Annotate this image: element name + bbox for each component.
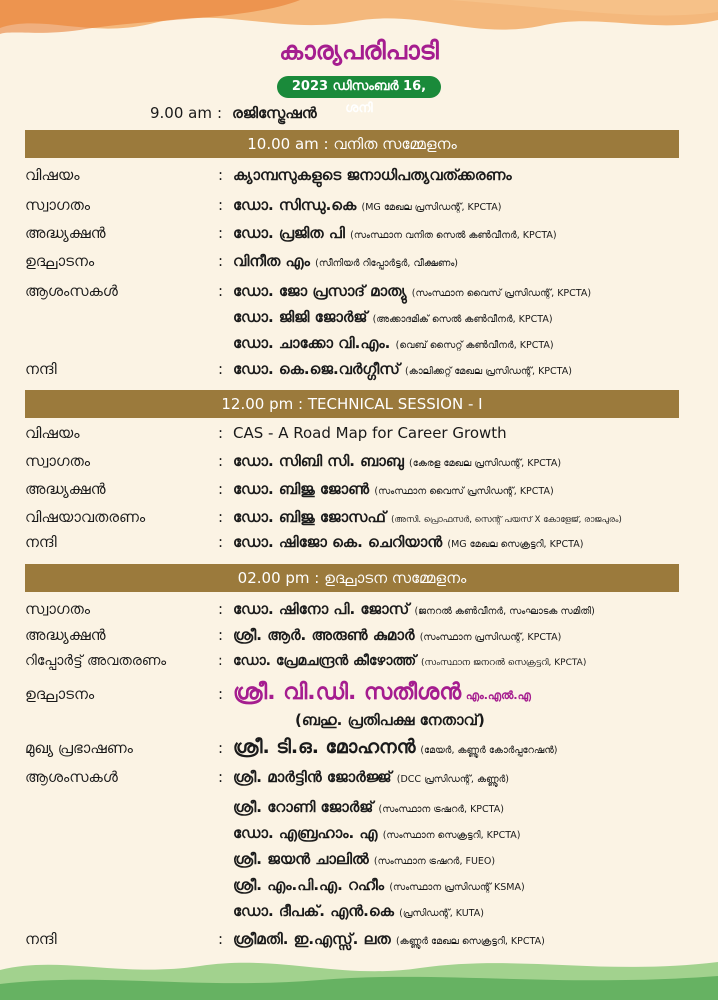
chief-guest-title: എം.എൽ.എ — [465, 689, 531, 702]
row-role: (അക്കാദമിക് സെൽ കൺവീനർ, KPCTA) — [372, 314, 553, 325]
row-value — [233, 600, 595, 618]
row-name: ശ്രീ. ജയൻ ചാലിൽ — [233, 850, 369, 868]
row-value — [233, 876, 525, 894]
row-value — [233, 424, 507, 442]
row-label: അദ്ധ്യക്ഷൻ — [25, 224, 106, 242]
program-row: സ്വാഗതം : ഡോ. സിബി സി. ബാബു (കേരള മേഖല പ്രസിഡന്റ്, KPCTA) — [25, 452, 562, 470]
row-label: റിപ്പോർട്ട് അവതരണം — [25, 653, 167, 669]
row-label: വിഷയം — [25, 424, 80, 442]
row-label: മുഖ്യ പ്രഭാഷണം — [25, 739, 133, 757]
row-role: (സംസ്ഥാന പ്രസിഡന്റ് KSMA) — [389, 882, 525, 893]
row-role: (സീനിയർ റിപ്പോർട്ടർ, വീക്ഷണം) — [315, 258, 459, 269]
chief-guest-designation-row — [0, 711, 718, 737]
chief-guest-name: ശ്രീ. വി.ഡി. സതീശൻ — [233, 680, 462, 705]
row-value — [233, 768, 509, 786]
program-row-chief-guest: ഉദ്ഘാടനം : ശ്രീ. വി.ഡി. സതീശൻ എം.എൽ.എ — [25, 680, 531, 705]
program-row: നന്ദി : ശ്രീമതി. ഇ.എസ്സ്. ലത (കണ്ണൂർ മേഖല സെക്രട്ടറി, KPCTA) — [25, 930, 545, 948]
row-label: സ്വാഗതം — [25, 196, 91, 214]
row-name: ഡോ. ഷിജോ കെ. ചെറിയാൻ — [233, 533, 443, 551]
row-value — [233, 166, 512, 184]
row-value — [233, 824, 520, 842]
row-value — [233, 736, 558, 758]
program-row: ഉദ്ഘാടനം : വിനീത എം (സീനിയർ റിപ്പോർട്ടർ, വീക്ഷണം) — [25, 252, 459, 270]
session-heading-3: 02.00 pm : ഉദ്ഘാടന സമ്മേളനം — [25, 564, 679, 592]
row-label: നന്ദി — [25, 930, 57, 948]
row-label: ഉദ്ഘാടനം — [25, 252, 95, 270]
row-value — [233, 508, 622, 526]
chief-guest-designation: (ബഹു. പ്രതിപക്ഷ നേതാവ്) — [295, 711, 485, 729]
row-name: ഡോ. എബ്രഹാം. എ — [233, 824, 378, 842]
row-label: അദ്ധ്യക്ഷൻ — [25, 480, 106, 498]
row-name: ശ്രീ. ടി.ഒ. മോഹനൻ — [233, 736, 416, 758]
row-name: വിനീത എം — [233, 252, 310, 270]
row-value — [233, 224, 557, 242]
program-row: സ്വാഗതം : ഡോ. സിന്ധു.കെ (MG മേഖല പ്രസിഡന്റ്, KPCTA) — [25, 196, 502, 214]
row-value — [233, 282, 591, 300]
registration-time: 9.00 am — [150, 104, 212, 122]
row-role: (കാലിക്കറ്റ് മേഖല പ്രസിഡന്റ്, KPCTA) — [405, 366, 572, 377]
row-label: സ്വാഗതം — [25, 452, 91, 470]
row-label: നന്ദി — [25, 533, 57, 551]
row-label: അദ്ധ്യക്ഷൻ — [25, 626, 106, 644]
program-row: അദ്ധ്യക്ഷൻ : ശ്രീ. ആർ. അരുൺ കുമാർ (സംസ്ഥാന പ്രസിഡന്റ്, KPCTA) — [25, 626, 562, 644]
row-name: CAS - A Road Map for Career Growth — [233, 424, 507, 442]
row-value — [233, 308, 553, 326]
program-row: ആശംസകൾ : ഡോ. ജോ പ്രസാദ് മാത്യു (സംസ്ഥാന വൈസ് പ്രസിഡന്റ്, KPCTA) — [25, 282, 592, 300]
row-name: ശ്രീ. ആർ. അരുൺ കുമാർ — [233, 626, 415, 644]
row-value — [233, 626, 561, 644]
row-value — [233, 930, 545, 948]
row-name: ശ്രീ. മാർട്ടിൻ ജോർജ്ജ് — [233, 768, 392, 786]
row-name: ശ്രീ. റോണി ജോർജ് — [233, 798, 374, 816]
row-name: ഡോ. സിന്ധു.കെ — [233, 196, 357, 214]
row-name: ഡോ. ഷിനോ പി. ജോസ് — [233, 600, 410, 618]
row-label: വിഷയാവതരണം — [25, 508, 146, 526]
program-row: ആശംസകൾ : ശ്രീ. മാർട്ടിൻ ജോർജ്ജ് (DCC പ്രസിഡന്റ്, കണ്ണൂർ) — [25, 768, 509, 786]
row-role: (കേരള മേഖല പ്രസിഡന്റ്, KPCTA) — [409, 458, 562, 469]
program-row — [0, 850, 718, 876]
row-value — [233, 653, 586, 669]
program-row: നന്ദി : ഡോ. ഷിജോ കെ. ചെറിയാൻ (MG മേഖല സെക്രട്ടറി, KPCTA) — [25, 533, 584, 551]
row-role: (സംസ്ഥാന ജനറൽ സെക്രട്ടറി, KPCTA) — [421, 658, 587, 668]
row-role: (പ്രസിഡന്റ്, KUTA) — [399, 908, 484, 919]
row-value — [233, 452, 561, 470]
row-value — [233, 850, 495, 868]
row-label: വിഷയം — [25, 166, 80, 184]
program-row: വിഷയാവതരണം : ഡോ. ബിജു ജോസഫ് (അസി. പ്രൊഫസർ, സെന്റ് പയസ് X കോളേജ്, രാജപുരം) — [25, 508, 622, 526]
row-name: ഡോ. പ്രേമചന്ദ്രൻ കീഴോത്ത് — [233, 653, 417, 669]
row-name: ഡോ. ദീപക്. എൻ.കെ — [233, 902, 394, 920]
page-title: കാര്യപരിപാടി — [279, 36, 439, 65]
date-badge: 2023 ഡിസംബർ 16, ശനി — [277, 76, 441, 98]
row-role: (സംസ്ഥാന സെക്രട്ടറി, KPCTA) — [382, 830, 521, 841]
row-role: (അസി. പ്രൊഫസർ, സെന്റ് പയസ് X കോളേജ്, രാജപുരം) — [391, 515, 622, 525]
row-role: (കണ്ണൂർ മേഖല സെക്രട്ടറി, KPCTA) — [395, 936, 545, 947]
program-row: വിഷയം : CAS - A Road Map for Career Growth — [25, 424, 507, 442]
row-value — [233, 902, 484, 920]
row-label: ആശംസകൾ — [25, 282, 118, 300]
row-role: (സംസ്ഥാന ട്രഷറർ, FUEO) — [373, 856, 496, 867]
program-row-keynote: മുഖ്യ പ്രഭാഷണം : ശ്രീ. ടി.ഒ. മോഹനൻ (മേയർ, കണ്ണൂർ കോർപ്പറേഷൻ) — [25, 736, 558, 758]
row-role: (MG മേഖല സെക്രട്ടറി, KPCTA) — [447, 539, 584, 550]
registration-colon: : — [217, 104, 223, 122]
row-role: (MG മേഖല പ്രസിഡന്റ്, KPCTA) — [361, 202, 502, 213]
program-row — [0, 334, 718, 360]
row-role: (സംസ്ഥാന വൈസ് പ്രസിഡന്റ്, KPCTA) — [374, 486, 554, 497]
row-name: ഡോ. ബിജു ജോൺ — [233, 480, 370, 498]
program-row: അദ്ധ്യക്ഷൻ : ഡോ. ബിജു ജോൺ (സംസ്ഥാന വൈസ് പ്രസിഡന്റ്, KPCTA) — [25, 480, 554, 498]
program-row: സ്വാഗതം : ഡോ. ഷിനോ പി. ജോസ് (ജനറൽ കൺവീനർ, സംഘാടക സമിതി) — [25, 600, 595, 618]
row-value — [233, 480, 554, 498]
row-label: സ്വാഗതം — [25, 600, 91, 618]
row-value — [233, 252, 458, 270]
row-value — [233, 533, 583, 551]
row-label: നന്ദി — [25, 360, 57, 378]
row-role: (സംസ്ഥാന പ്രസിഡന്റ്, KPCTA) — [419, 632, 562, 643]
program-row — [0, 876, 718, 902]
program-row — [0, 824, 718, 850]
row-name: ഡോ. ചാക്കോ വി.എം. — [233, 334, 391, 352]
row-name: ഡോ. സിബി സി. ബാബു — [233, 452, 404, 470]
program-row — [0, 798, 718, 824]
row-name: ഡോ. ജോ പ്രസാദ് മാത്യു — [233, 282, 407, 300]
row-value — [233, 334, 554, 352]
row-label: ആശംസകൾ — [25, 768, 118, 786]
row-name: ഡോ. പ്രജിത പി — [233, 224, 345, 242]
row-role: (മേയർ, കണ്ണൂർ കോർപ്പറേഷൻ) — [420, 745, 558, 756]
row-value — [233, 680, 531, 705]
row-role: (DCC പ്രസിഡന്റ്, കണ്ണൂർ) — [396, 774, 509, 785]
row-value — [233, 360, 572, 378]
row-name: ക്യാമ്പസുകളുടെ ജനാധിപത്യവത്ക്കരണം — [233, 166, 512, 184]
row-name: ഡോ. ജിജി ജോർജ് — [233, 308, 368, 326]
row-value — [233, 798, 504, 816]
row-role: (സംസ്ഥാന വൈസ് പ്രസിഡന്റ്, KPCTA) — [411, 288, 592, 299]
row-name: ശ്രീ. എം.പി.എ. റഹീം — [233, 876, 385, 894]
session-heading-1: 10.00 am : വനിത സമ്മേളനം — [25, 130, 679, 158]
program-row: വിഷയം : ക്യാമ്പസുകളുടെ ജനാധിപത്യവത്ക്കരണം — [25, 166, 512, 184]
row-name: ഡോ. ബിജു ജോസഫ് — [233, 508, 386, 526]
program-row — [0, 902, 718, 928]
program-row: അദ്ധ്യക്ഷൻ : ഡോ. പ്രജിത പി (സംസ്ഥാന വനിത സെൽ കൺവീനർ, KPCTA) — [25, 224, 557, 242]
row-role: (സംസ്ഥാന വനിത സെൽ കൺവീനർ, KPCTA) — [350, 230, 557, 241]
session-heading-2: 12.00 pm : TECHNICAL SESSION - I — [25, 390, 679, 418]
row-role: (സംസ്ഥാന ട്രഷറർ, KPCTA) — [378, 804, 504, 815]
program-row — [0, 308, 718, 334]
row-role: (വെബ് സൈറ്റ് കൺവീനർ, KPCTA) — [395, 340, 554, 351]
row-name: ശ്രീമതി. ഇ.എസ്സ്. ലത — [233, 930, 391, 948]
row-label: ഉദ്ഘാടനം — [25, 685, 95, 703]
registration-label: രജിസ്ട്രേഷൻ — [232, 104, 317, 122]
row-value — [233, 196, 501, 214]
program-row: റിപ്പോർട്ട് അവതരണം : ഡോ. പ്രേമചന്ദ്രൻ കീഴോത്ത് (സംസ്ഥാന ജനറൽ സെക്രട്ടറി, KPCTA) — [25, 653, 587, 669]
row-role: (ജനറൽ കൺവീനർ, സംഘാടക സമിതി) — [414, 606, 595, 617]
row-name: ഡോ. കെ.ജെ.വർഗ്ഗീസ് — [233, 360, 400, 378]
program-row: നന്ദി : ഡോ. കെ.ജെ.വർഗ്ഗീസ് (കാലിക്കറ്റ് മേഖല പ്രസിഡന്റ്, KPCTA) — [25, 360, 572, 378]
